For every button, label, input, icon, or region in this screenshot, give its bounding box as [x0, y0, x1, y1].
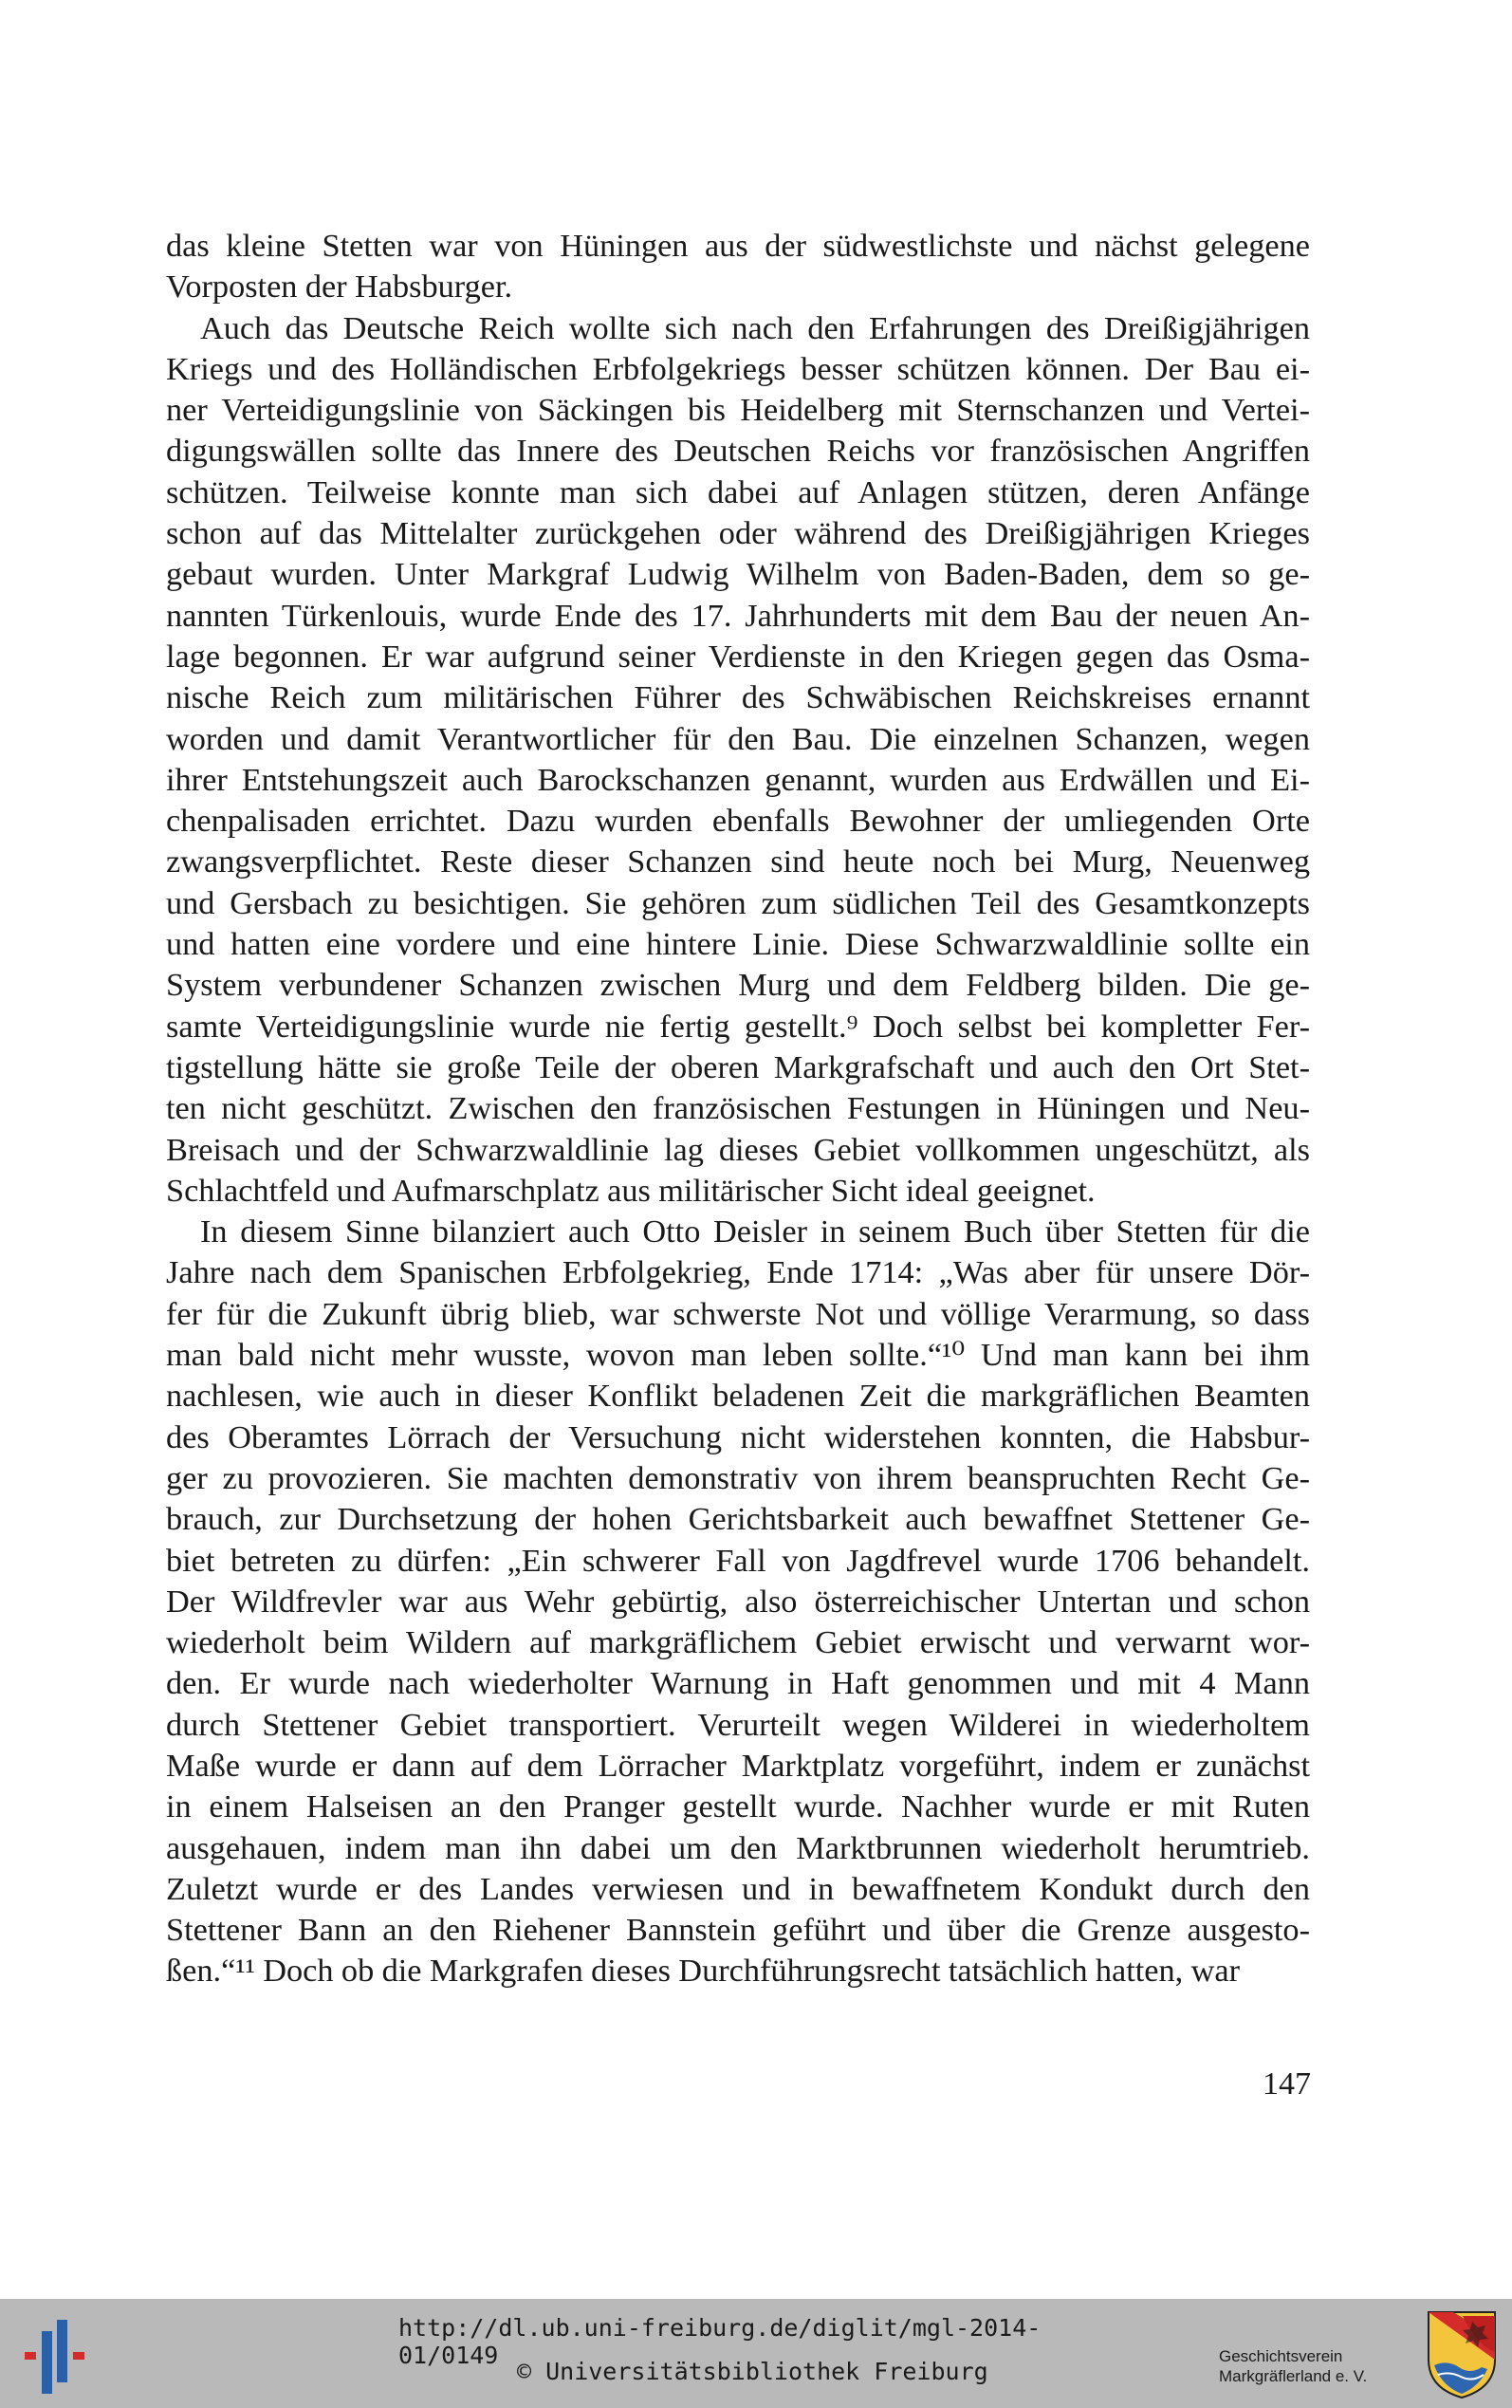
- text-line: des Oberamtes Lörrach der Versuchung nicht widerstehen konnten, die Habsbur-: [166, 1418, 1310, 1455]
- text-line: Schlachtfeld und Aufmarschplatz aus militärischer Sicht ideal geeignet.: [166, 1172, 1096, 1209]
- text-line: nachlesen, wie auch in dieser Konflikt beladenen Zeit die markgräflichen Beamten: [166, 1378, 1310, 1415]
- text-line: das kleine Stetten war von Hüningen aus der südwestlichste und nächst gelegene: [166, 228, 1310, 264]
- text-line: Maße wurde er dann auf dem Lörracher Marktplatz vorgeführt, indem er zunächst: [166, 1747, 1310, 1784]
- text-line: worden und damit Verantwortlicher für den Bau. Die einzelnen Schanzen, wegen: [166, 720, 1310, 757]
- coat-of-arms-icon: [1425, 2308, 1499, 2399]
- text-line: Jahre nach dem Spanischen Erbfolgekrieg, Ende 1714: „Was aber für unsere Dör-: [166, 1254, 1310, 1291]
- text-line: in einem Halseisen an den Pranger gestellt wurde. Nachher wurde er mit Ruten: [166, 1788, 1310, 1825]
- page-number: 147: [1263, 2066, 1311, 2102]
- text-line: Zuletzt wurde er des Landes verwiesen und in bewaffnetem Kondukt durch den: [166, 1870, 1310, 1907]
- ub-freiburg-logo-icon: [13, 2318, 99, 2394]
- text-line: zwangsverpflichtet. Reste dieser Schanzen sind heute noch bei Murg, Neuenweg: [166, 843, 1310, 880]
- paragraph: [166, 226, 1310, 308]
- copyright-text: © Universitätsbibliothek Freiburg: [517, 2358, 988, 2385]
- text-line: wiederholt beim Wildern auf markgräflichem Gebiet erwischt und verwarnt wor-: [166, 1624, 1310, 1661]
- text-line: ger zu provozieren. Sie machten demonstrativ von ihrem beanspruchten Recht Ge-: [166, 1459, 1310, 1496]
- text-line: digungswällen sollte das Innere des Deutschen Reichs vor französischen Angriffen: [166, 433, 1310, 470]
- text-line: nannten Türkenlouis, wurde Ende des 17. Jahrhunderts mit dem Bau der neuen An-: [166, 597, 1310, 634]
- text-line: durch Stettener Gebiet transportiert. Verurteilt wegen Wilderei in wiederholtem: [166, 1706, 1310, 1743]
- text-line: ihrer Entstehungszeit auch Barockschanzen genannt, wurden aus Erdwällen und Ei-: [166, 761, 1310, 798]
- text-line: schützen. Teilweise konnte man sich dabei auf Anlagen stützen, deren Anfänge: [166, 473, 1310, 510]
- paragraph: [166, 308, 1310, 1213]
- body-text: [166, 226, 1310, 1992]
- text-line: nische Reich zum militärischen Führer des Schwäbischen Reichskreises ernannt: [166, 679, 1310, 716]
- text-line: Stettener Bann an den Riehener Bannstein geführt und über die Grenze ausgesto-: [166, 1912, 1310, 1949]
- text-line: gebaut wurden. Unter Markgraf Ludwig Wilhelm von Baden-Baden, dem so ge-: [166, 556, 1310, 593]
- text-line: und hatten eine vordere und eine hintere Linie. Diese Schwarzwaldlinie sollte ein: [166, 926, 1310, 963]
- text-line: ßen.“¹¹ Doch ob die Markgrafen dieses Durchführungsrecht tatsächlich hatten, war: [166, 1953, 1241, 1990]
- text-line: Kriegs und des Holländischen Erbfolgekriegs besser schützen können. Der Bau ei-: [166, 350, 1310, 387]
- text-line: den. Er wurde nach wiederholter Warnung in Haft genommen und mit 4 Mann: [166, 1665, 1310, 1702]
- text-line: man bald nicht mehr wusste, wovon man leben sollte.“¹⁰ Und man kann bei ihm: [166, 1337, 1310, 1374]
- text-line: schon auf das Mittelalter zurückgehen oder während des Dreißigjährigen Krieges: [166, 515, 1310, 552]
- text-line: Auch das Deutsche Reich wollte sich nach den Erfahrungen des Dreißigjährigen: [200, 309, 1310, 346]
- source-url-link[interactable]: http://dl.ub.uni-freiburg.de/diglit/mgl-2014-01/0149: [398, 2314, 1042, 2369]
- text-line: fer für die Zukunft übrig blieb, war schwerste Not und völlige Verarmung, so dass: [166, 1295, 1310, 1332]
- text-line: Der Wildfrevler war aus Wehr gebürtig, also österreichischer Untertan und schon: [166, 1583, 1310, 1620]
- society-name-line2: Markgräflerland e. V.: [1219, 2367, 1368, 2385]
- text-line: Breisach und der Schwarzwaldlinie lag dieses Gebiet vollkommen ungeschützt, als: [166, 1131, 1310, 1168]
- text-line: chenpalisaden errichtet. Dazu wurden ebenfalls Bewohner der umliegenden Orte: [166, 803, 1310, 840]
- text-line: ner Verteidigungslinie von Säckingen bis Heidelberg mit Sternschanzen und Vertei-: [166, 392, 1310, 429]
- text-line: In diesem Sinne bilanziert auch Otto Deisler in seinem Buch über Stetten für die: [200, 1213, 1310, 1250]
- text-line: biet betreten zu dürfen: „Ein schwerer Fall von Jagdfrevel wurde 1706 behandelt.: [166, 1542, 1310, 1579]
- text-line: tigstellung hätte sie große Teile der oberen Markgrafschaft und auch den Ort Stet-: [166, 1048, 1310, 1085]
- text-line: Vorposten der Habsburger.: [166, 269, 513, 306]
- text-line: und Gersbach zu besichtigen. Sie gehören zum südlichen Teil des Gesamtkonzepts: [166, 884, 1310, 921]
- text-line: lage begonnen. Er war aufgrund seiner Verdienste in den Kriegen gegen das Osma-: [166, 638, 1310, 675]
- text-line: ten nicht geschützt. Zwischen den französischen Festungen in Hüningen und Neu-: [166, 1090, 1310, 1127]
- text-line: brauch, zur Durchsetzung der hohen Gerichtsbarkeit auch bewaffnet Stettener Ge-: [166, 1501, 1310, 1538]
- society-name-line1: Geschichtsverein: [1219, 2347, 1343, 2365]
- text-line: System verbundener Schanzen zwischen Murg und dem Feldberg bilden. Die ge-: [166, 967, 1310, 1004]
- text-line: samte Verteidigungslinie wurde nie fertig gestellt.⁹ Doch selbst bei kompletter Fer-: [166, 1008, 1310, 1045]
- society-name: [1219, 2346, 1428, 2386]
- paragraph: [166, 1212, 1310, 1992]
- footer-bar: [0, 2299, 1512, 2408]
- text-line: ausgehauen, indem man ihn dabei um den Marktbrunnen wiederholt herumtrieb.: [166, 1829, 1310, 1866]
